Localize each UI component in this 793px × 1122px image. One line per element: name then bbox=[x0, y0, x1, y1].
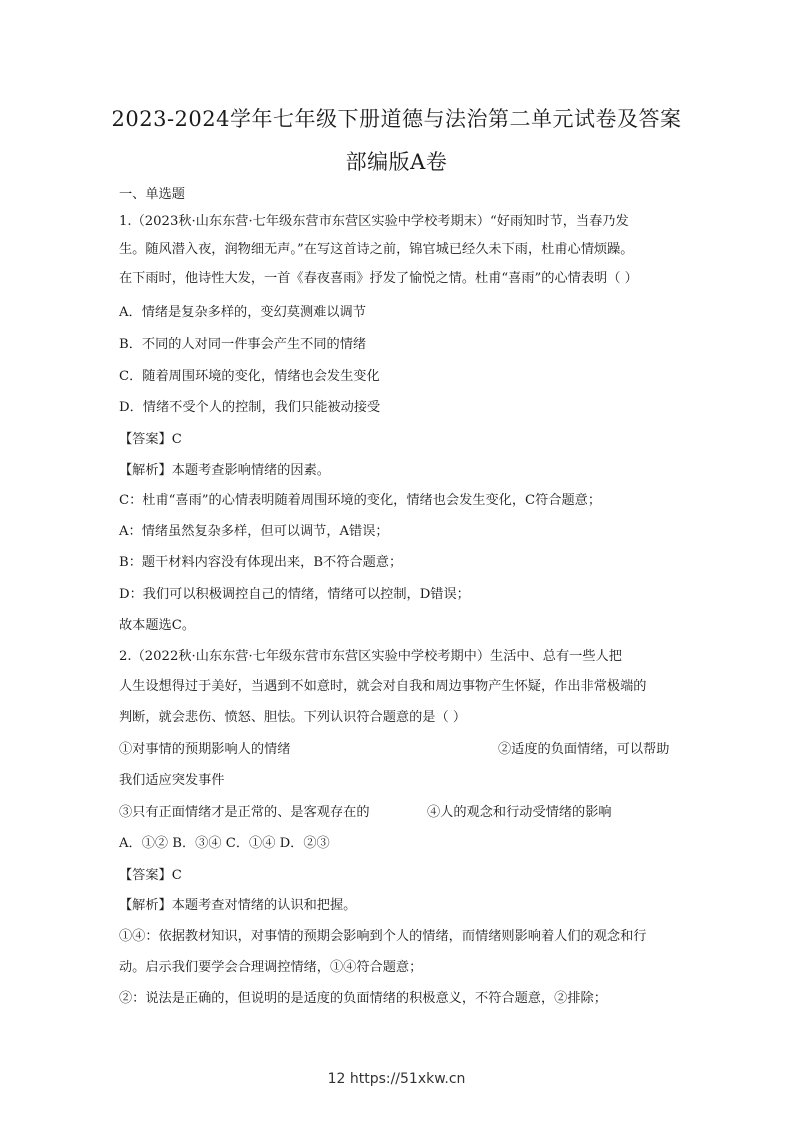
q2-analysis-heading: 【解析】本题考查对情绪的认识和把握。 bbox=[119, 898, 357, 913]
q2-stem-line: 2.（2022秋·山东东营·七年级东营市东营区实验中学校考期中）生活中、总有一些人把 bbox=[119, 649, 622, 664]
page-footer: 12 https://51xkw.cn bbox=[327, 1071, 466, 1087]
q2-answer: 【答案】C bbox=[119, 868, 182, 883]
q1-option-d: D．情绪不受个人的控制，我们只能被动接受 bbox=[119, 400, 381, 415]
q1-stem-line: 生。随风潜入夜，润物细无声。”在写这首诗之前，锦官城已经久未下雨，杜甫心情烦躁。 bbox=[119, 242, 634, 257]
q2-stem-line: 人生设想得过于美好，当遇到不如意时，就会对自我和周边事物产生怀疑，作出非常极端的 bbox=[119, 679, 647, 694]
q2-statement-3: ③只有正面情绪才是正常的、是客观存在的 bbox=[119, 805, 370, 820]
q1-analysis-line: B：题干材料内容没有体现出来，B不符合题意； bbox=[119, 555, 403, 570]
q2-statement-1: ①对事情的预期影响人的情绪 bbox=[119, 742, 291, 757]
q1-stem-line: 1.（2023秋·山东东营·七年级东营市东营区实验中学校考期末）“好雨知时节，当春乃发 bbox=[119, 214, 629, 229]
q1-analysis-line: 故本题选C。 bbox=[119, 618, 196, 633]
q2-analysis-line: ①④：依据教材知识，对事情的预期会影响到个人的情绪，而情绪则影响着人们的观念和行 bbox=[119, 929, 647, 944]
q1-analysis-heading: 【解析】本题考查影响情绪的因素。 bbox=[119, 463, 330, 478]
q1-option-c: C．随着周围环境的变化，情绪也会发生变化 bbox=[119, 369, 380, 384]
q2-analysis-line: ②：说法是正确的，但说明的是适度的负面情绪的积极意义，不符合题意，②排除； bbox=[119, 991, 607, 1006]
document-title: 2023-2024学年七年级下册道德与法治第二单元试卷及答案 bbox=[111, 107, 682, 131]
q1-stem-line: 在下雨时，他诗性大发，一首《春夜喜雨》抒发了愉悦之情。杜甫“喜雨”的心情表明（ ） bbox=[119, 271, 638, 286]
document-subtitle: 部编版A卷 bbox=[345, 150, 448, 174]
q1-analysis-line: C：杜甫“喜雨”的心情表明随着周围环境的变化，情绪也会发生变化，C符合题意； bbox=[119, 493, 602, 508]
q2-options: A．①② B．③④ C．①④ D．②③ bbox=[119, 836, 330, 851]
q2-statement-2-continued: 我们适应突发事件 bbox=[119, 773, 225, 788]
q2-statement-2: ②适度的负面情绪，可以帮助 bbox=[498, 742, 670, 757]
q2-analysis-line: 动。启示我们要学会合理调控情绪，①④符合题意； bbox=[119, 960, 423, 975]
section-heading: 一、单选题 bbox=[119, 187, 185, 202]
q1-option-b: B．不同的人对同一件事会产生不同的情绪 bbox=[119, 337, 367, 352]
q2-statement-4: ④人的观念和行动受情绪的影响 bbox=[427, 805, 612, 820]
q1-answer: 【答案】C bbox=[119, 432, 182, 447]
q2-stem-line: 判断，就会悲伤、愤怒、胆怯。下列认识符合题意的是（ ） bbox=[119, 710, 467, 725]
q1-analysis-line: D：我们可以积极调控自己的情绪，情绪可以控制，D错误； bbox=[119, 587, 470, 602]
q1-option-a: A．情绪是复杂多样的，变幻莫测难以调节 bbox=[119, 305, 366, 320]
q1-analysis-line: A：情绪虽然复杂多样，但可以调节，A错误； bbox=[119, 524, 389, 539]
